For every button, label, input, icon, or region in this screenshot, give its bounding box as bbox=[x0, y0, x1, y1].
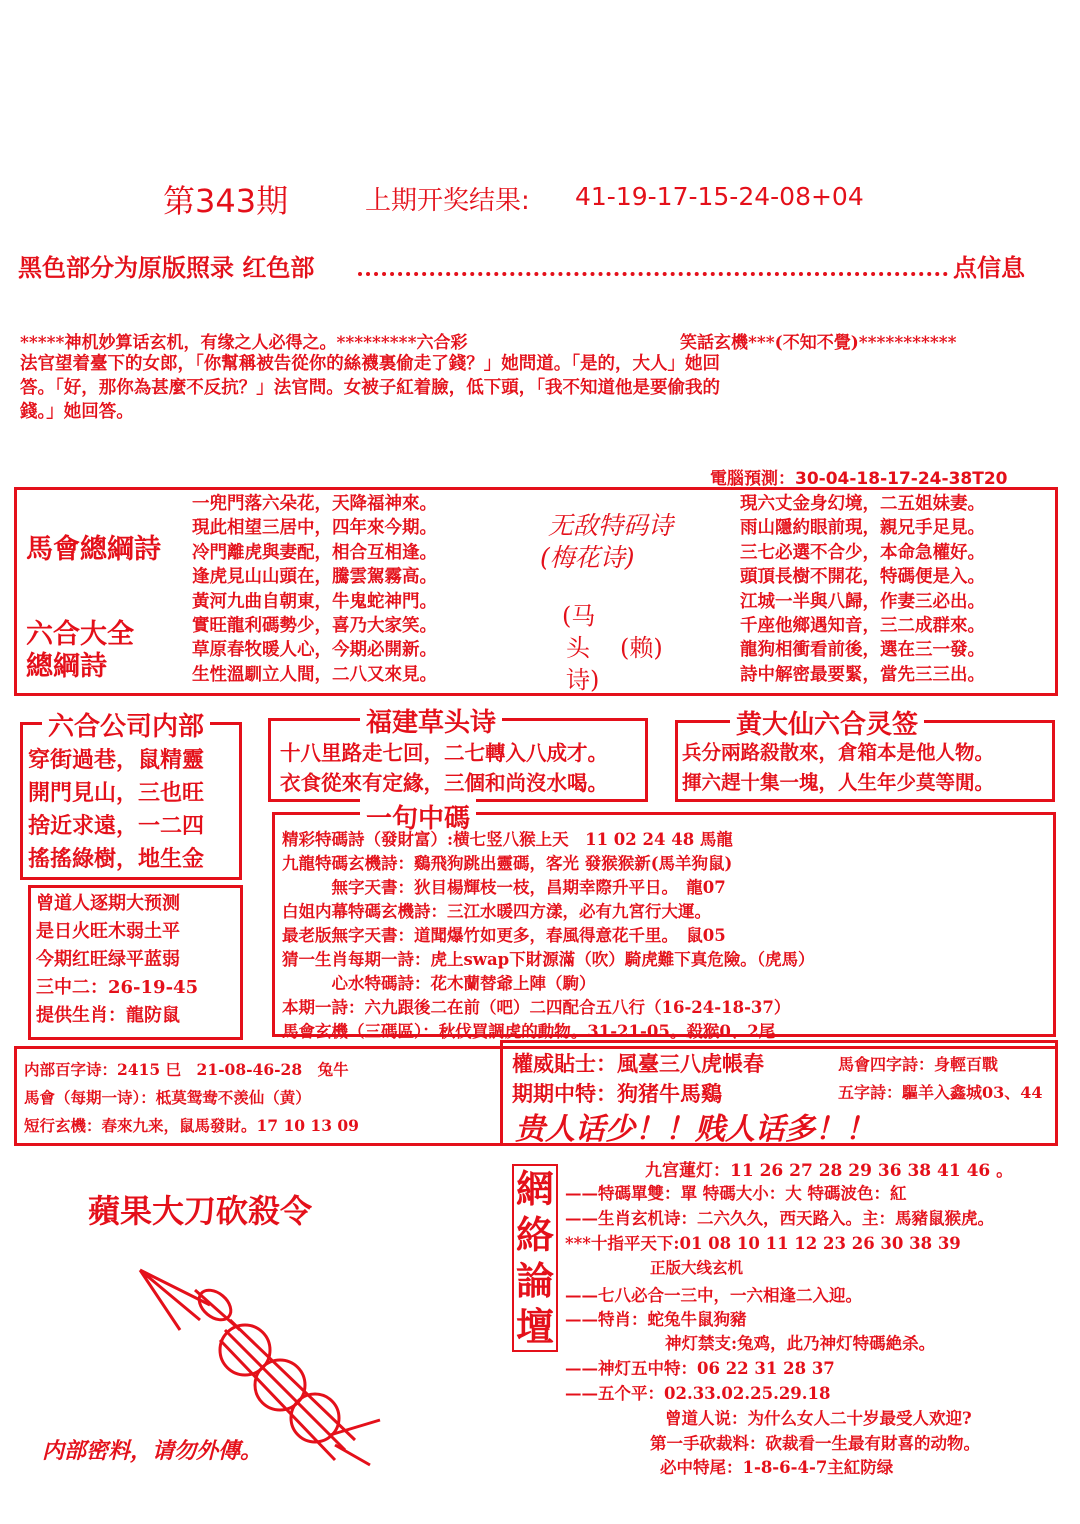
joke-header-right: 笑話玄機***(不知不覺)*********** bbox=[680, 333, 957, 353]
poem-line: 現六丈金身幻境，二五姐妹妻。 bbox=[740, 494, 985, 514]
poem-line: 龍狗相衝看前後，選在三一發。 bbox=[740, 640, 985, 661]
forum-line-odd-even: ——特碼單雙：單 特碼大小：大 特碼波色：紅 bbox=[565, 1184, 907, 1203]
one-sentence-line: 本期一詩：六九跟後二在前（吧）二四配合五八行（16-24-18-37） bbox=[282, 998, 791, 1017]
fujian-line: 十八里路走七回，二七轉入八成才。 bbox=[280, 741, 608, 765]
forum-line-tail: 必中特尾：1-8-6-4-7主紅防绿 bbox=[660, 1458, 894, 1477]
company-line: 開門見山，三也旺 bbox=[28, 780, 205, 806]
notice-text-right: 点信息 bbox=[953, 254, 1025, 282]
authority-period-label: 期期中特： bbox=[512, 1081, 617, 1106]
notice-text-left: 黑色部分为原版照录 红色部 bbox=[18, 254, 315, 282]
poem-line: 千座他鄉遇知音，三二成群來。 bbox=[740, 616, 985, 637]
forum-line-lotus: 九宫蓮灯：11 26 27 28 29 36 38 41 46 。 bbox=[645, 1161, 1014, 1181]
company-list bbox=[28, 744, 204, 876]
taoist-title: 曾道人逐期大预测 bbox=[36, 893, 180, 914]
poem-mid-mark-c: 诗) bbox=[566, 666, 600, 694]
poem-line: 生性溫馴立人間，二八又來見。 bbox=[192, 664, 437, 685]
one-sentence-line: 無字天書：狄目楊輝枝一枝，昌期幸際升平日。 龍07 bbox=[282, 878, 726, 897]
one-sentence-line: 心水特碼詩：花木蘭替爺上陣（駒） bbox=[282, 974, 596, 993]
poem-left-list bbox=[192, 492, 437, 687]
knife-footer: 内部密料，请勿外傳。 bbox=[42, 1438, 263, 1464]
company-line: 穿街過巷，鼠精靈 bbox=[28, 747, 205, 773]
poem-line: 雨山隱約眼前現，親兄手足見。 bbox=[740, 518, 985, 539]
poem-mid-mark-d: (赖) bbox=[620, 634, 663, 662]
last-result-value: 41-19-17-15-24-08+04 bbox=[575, 182, 864, 211]
one-sentence-line: 白姐内幕特碼玄機詩：三江水暖四方漾，必有九宮行大運。 bbox=[282, 902, 711, 921]
joke-line: 錢。」她回答。 bbox=[20, 402, 134, 422]
poem-mid-title-a: 无敌特码诗 bbox=[548, 511, 674, 540]
computer-prediction: 電腦預測：30-04-18-17-24-38T20 bbox=[710, 469, 1008, 489]
authority-period-right: 五字詩：驅羊入鑫城03、44 bbox=[838, 1083, 1043, 1102]
forum-line-first-hand: 第一手砍裁料：砍裁看一生最有財喜的动物。 bbox=[650, 1434, 980, 1453]
poem-title-liuhe-b: 總綱詩 bbox=[26, 651, 107, 682]
poem-title-mahui: 馬會總綱詩 bbox=[26, 534, 161, 565]
wong-line: 兵分兩路殺散來，倉箱本是他人物。 bbox=[682, 741, 995, 764]
wong-tai-sin-list bbox=[682, 738, 994, 798]
issue-number: 第343期 bbox=[163, 182, 289, 220]
forum-line-zodiac: ——生肖玄机诗：二六久久，西天路入。主：馬豬鼠猴虎。 bbox=[565, 1209, 994, 1228]
one-sentence-line: 最老版無字天書：道聞爆竹如更多，春風得意花千里。 鼠05 bbox=[282, 926, 726, 945]
poem-line: 冷門離虎與妻配，相合互相逢。 bbox=[192, 542, 437, 563]
one-sentence-title: 一句中碼 bbox=[360, 798, 476, 835]
poem-mid-mark-a: (马 bbox=[562, 602, 596, 630]
authority-tip-label: 權威貼士： bbox=[512, 1051, 617, 1076]
fujian-line: 衣食從來有定緣，三個和尚沒水喝。 bbox=[280, 771, 608, 795]
poem-mid-mark-b: 头 bbox=[566, 634, 590, 662]
fujian-list bbox=[280, 738, 608, 798]
poem-line: 一兜門落六朵花，天降福神來。 bbox=[192, 494, 437, 514]
wong-line: 揮六趕十集一塊，人生年少莫等閒。 bbox=[682, 771, 995, 794]
notice-censored-bar bbox=[358, 262, 948, 276]
poem-line: 黃河九曲自朝東，牛鬼蛇神門。 bbox=[192, 591, 437, 612]
poem-title-liuhe-a: 六合大全 bbox=[26, 619, 134, 650]
taoist-line: 今期红旺绿平蓝弱 bbox=[36, 949, 180, 970]
taoist-line: 提供生肖：龍防鼠 bbox=[36, 1005, 180, 1026]
forum-line-genuine: 正版大线玄机 bbox=[650, 1258, 744, 1277]
poem-mid-title-b: (梅花诗) bbox=[540, 543, 635, 572]
poem-line: 三七必選不合少，本命急權好。 bbox=[740, 542, 985, 563]
authority-tip-right: 馬會四字詩：身輕百戰 bbox=[838, 1055, 999, 1074]
forum-line-lamp-five: ——神灯五中特：06 22 31 28 37 bbox=[565, 1359, 835, 1378]
forum-line-special: ——特肖：蛇兔牛鼠狗豬 bbox=[565, 1310, 747, 1329]
poem-line: 現此相望三居中，四年來今期。 bbox=[192, 518, 437, 539]
internal-line: 馬會（每期一诗）：柢莫鸳鸯不羡仙（黄） bbox=[24, 1088, 311, 1107]
company-line: 捨近求遠，一二四 bbox=[28, 813, 205, 839]
forum-line-lamp-ban: 神灯禁支:兔鸡，此乃神灯特碼絶杀。 bbox=[665, 1334, 936, 1353]
knife-title: 蘋果大刀砍殺令 bbox=[88, 1192, 313, 1230]
company-line: 搖搖綠樹，地生金 bbox=[28, 846, 205, 872]
wong-tai-sin-title: 黄大仙六合灵签 bbox=[730, 704, 924, 741]
authority-period-value: 狗猪牛馬鷄 bbox=[617, 1081, 722, 1106]
forum-char: 絡 bbox=[516, 1212, 555, 1257]
poem-line: 江城一半與八歸，作妻三必出。 bbox=[740, 591, 985, 612]
poem-line: 逢虎見山山頭在，騰雲駕霧高。 bbox=[192, 567, 437, 588]
joke-line: 答。「好，那你為甚麼不反抗？」法官問。女被子紅着臉，低下頭，「我不知道他是要偷我的 bbox=[20, 378, 720, 398]
taoist-list bbox=[36, 890, 198, 1030]
one-sentence-line: 精彩特碼詩（發財富）:横七竖八猴上天 11 02 24 48 馬龍 bbox=[282, 830, 733, 849]
taoist-line: 是日火旺木弱土平 bbox=[36, 921, 180, 942]
fujian-title: 福建草头诗 bbox=[360, 702, 502, 739]
taoist-line: 三中二：26-19-45 bbox=[36, 977, 199, 998]
internal-line: 内部百字诗：2415 巳 21-08-46-28 兔牛 bbox=[24, 1060, 349, 1079]
authority-tip-value: 風臺三八虎帳春 bbox=[617, 1051, 764, 1076]
forum-vertical-title bbox=[512, 1164, 558, 1352]
poem-line: 詩中解密最要緊，當先三三出。 bbox=[740, 664, 985, 685]
one-sentence-line: 九龍特碼玄機詩：鷄飛狗跳出靈碼，客光 發猴猴新(馬羊狗鼠) bbox=[282, 854, 733, 873]
joke-line: 法官望着臺下的女郎，「你幫稱被告從你的絲襪裏偷走了錢？」她問道。「是的，大人」她回 bbox=[20, 354, 720, 374]
joke-header: *****神机妙算话玄机，有缘之人必得之。*********六合彩 bbox=[20, 333, 468, 353]
poem-right-list bbox=[740, 492, 985, 687]
company-title: 六合公司内部 bbox=[42, 706, 210, 743]
slogan: 贵人话少！！贱人话多！！ bbox=[515, 1112, 875, 1147]
forum-char: 壇 bbox=[516, 1304, 555, 1349]
poem-line: 頭頂長樹不開花，特碼便是入。 bbox=[740, 567, 985, 588]
joke-body bbox=[20, 352, 1060, 424]
forum-line-ten-fingers: ***十指平天下:01 08 10 11 12 23 26 30 38 39 bbox=[565, 1234, 961, 1253]
authority-tip bbox=[512, 1048, 764, 1078]
forum-line-five-flat: ——五个平：02.33.02.25.29.18 bbox=[565, 1384, 831, 1403]
internal-list bbox=[24, 1056, 359, 1140]
forum-line-seven-eight: ——七八必合一三中，一六相逢二入迎。 bbox=[565, 1286, 862, 1305]
poem-line: 實旺龍利碼勢少，喜乃大家笑。 bbox=[192, 616, 437, 637]
forum-char: 論 bbox=[516, 1258, 555, 1303]
one-sentence-line: 馬會玄機（三碼區）：秋伐買調虎的動物。31-21-05。殺猴0、2尾 bbox=[282, 1022, 776, 1041]
poem-line: 草原春牧暖人心，今期必開新。 bbox=[192, 640, 437, 661]
one-sentence-line: 猜一生肖每期一詩：虎上swap下財源滿（吹）騎虎難下真危險。（虎馬） bbox=[282, 950, 815, 969]
forum-line-taoist-says: 曾道人说：为什么女人二十岁最受人欢迎? bbox=[665, 1409, 972, 1428]
internal-line: 短行玄機：春來九来，鼠馬發財。17 10 13 09 bbox=[24, 1116, 359, 1135]
forum-char: 網 bbox=[516, 1166, 555, 1211]
one-sentence-list bbox=[282, 828, 814, 1044]
last-result-label: 上期开奖结果: bbox=[365, 186, 530, 216]
